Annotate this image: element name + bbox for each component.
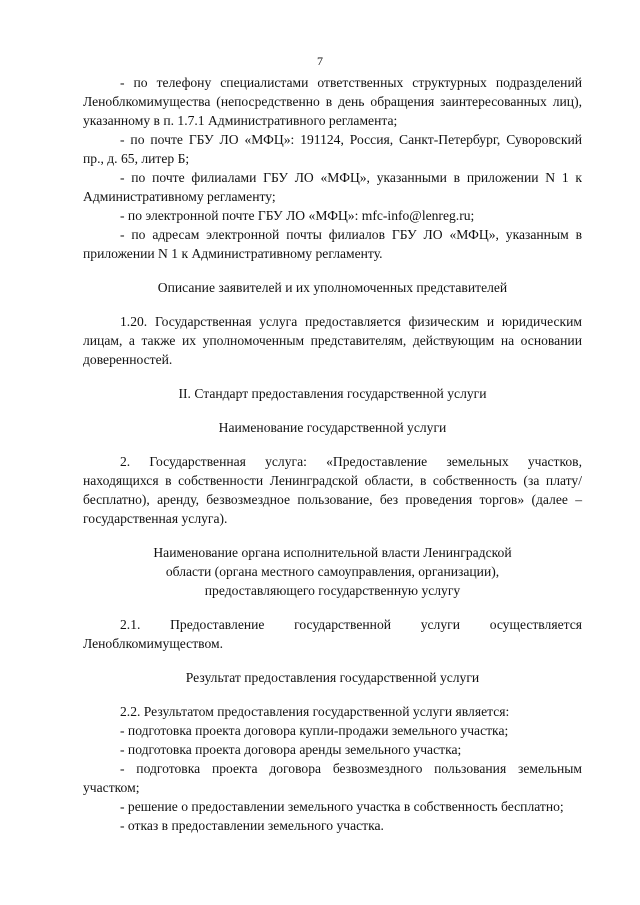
paragraph-2: 2. Государственная услуга: «Предоставление земельных участков, находящихся в собственности Ленинградской области, в собственность (за плату/бесплатно), аренду, безвозмездное пользование, без проведения торгов» (далее – государственная услуга). [83,454,582,526]
contact-item: - по телефону специалистами ответственных структурных подразделений Леноблкомимущества (непосредственно в день обращения заинтересованных лиц), указанному в п. 1.7.1 Административного регламента; [83,75,582,128]
contact-item: - по почте ГБУ ЛО «МФЦ»: 191124, Россия, Санкт-Петербург, Суворовский пр., д. 65, литер Б; [83,132,582,166]
organ-heading-line: предоставляющего государственную услугу [204,583,461,598]
paragraph-2-2: 2.2. Результатом предоставления государственной услуги является: [120,704,510,719]
applicants-heading: Описание заявителей и их уполномоченных представителей [157,280,508,295]
section-2-title: II. Стандарт предоставления государственной услуги [178,386,487,401]
contact-item: - по почте филиалами ГБУ ЛО «МФЦ», указанными в приложении N 1 к Административному регламенту; [83,170,582,204]
document-body [83,73,582,835]
service-name-heading: Наименование государственной услуги [218,420,447,435]
paragraph-1-20: 1.20. Государственная услуга предоставляется физическим и юридическим лицам, а также их уполномоченным представителям, действующим на основании доверенностей. [83,314,582,367]
contact-item: - по электронной почте ГБУ ЛО «МФЦ»: mfc-info@lenreg.ru; [120,208,475,223]
result-item: - отказ в предоставлении земельного участка. [120,818,384,833]
page-number: 7 [317,54,323,68]
result-heading: Результат предоставления государственной услуги [185,670,480,685]
contact-item: - по адресам электронной почты филиалов ГБУ ЛО «МФЦ», указанным в приложении N 1 к Административному регламенту. [83,227,582,261]
organ-heading-line: области (органа местного самоуправления, организации), [165,564,500,579]
result-item: - подготовка проекта договора аренды земельного участка; [120,742,462,757]
result-item: - подготовка проекта договора безвозмездного пользования земельным участком; [83,761,582,795]
organ-heading-line: Наименование органа исполнительной власти Ленинградской [153,545,512,560]
paragraph-2-1: 2.1. Предоставление государственной услуги осуществляется Леноблкомимуществом. [83,617,582,651]
result-item: - решение о предоставлении земельного участка в собственность бесплатно; [120,799,564,814]
result-item: - подготовка проекта договора купли-продажи земельного участка; [120,723,509,738]
